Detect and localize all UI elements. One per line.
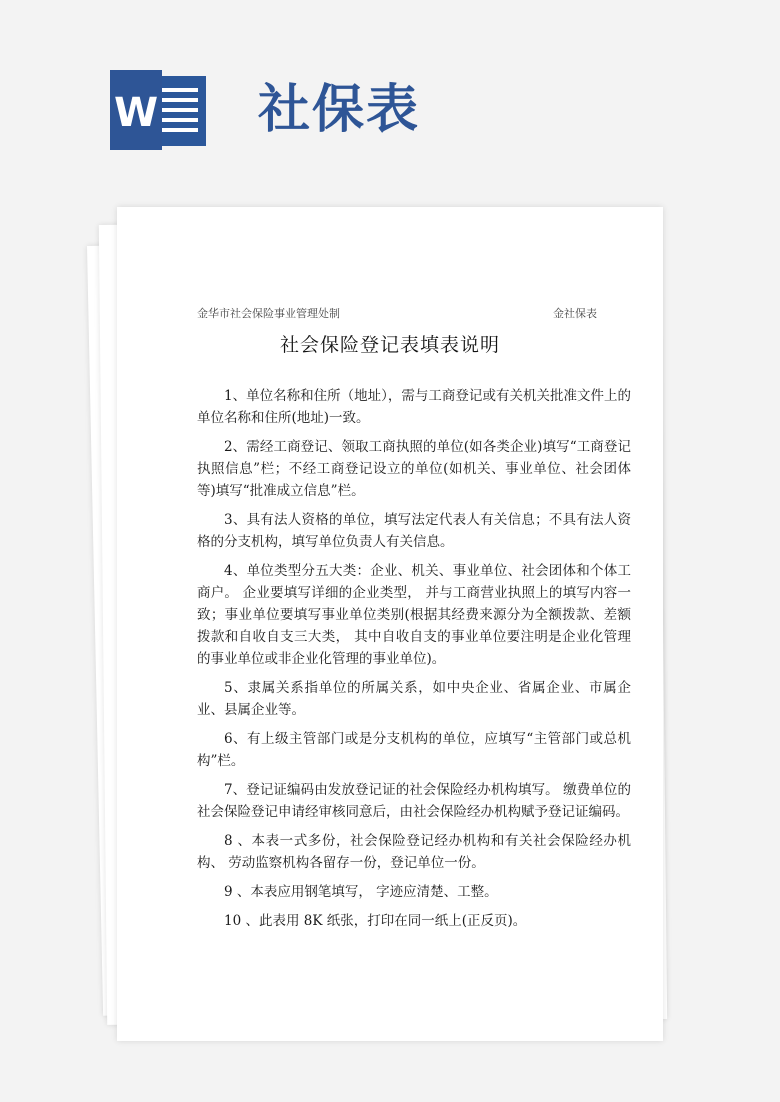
form-code-label: 金社保表 xyxy=(553,307,597,320)
instruction-paragraph: 2、需经工商登记、领取工商执照的单位(如各类企业)填写“工商登记执照信息”栏；不经工商登记设立的单位(如机关、事业单位、社会团体等)填写“批准成立信息”栏。 xyxy=(197,439,631,499)
document-title: 社会保险登记表填表说明 xyxy=(279,334,500,356)
instruction-paragraph: 3、具有法人资格的单位，填写法定代表人有关信息；不具有法人资格的分支机构，填写单位负责人有关信息。 xyxy=(197,512,631,550)
banner xyxy=(0,0,780,200)
logo-letter: W xyxy=(113,90,159,136)
instruction-paragraph: 7、登记证编码由发放登记证的社会保险经办机构填写。 缴费单位的社会保险登记申请经审核同意后，由社会保险经办机构赋予登记证编码。 xyxy=(197,782,631,820)
instruction-paragraph: 9 、本表应用钢笔填写， 字迹应清楚、工整。 xyxy=(224,884,498,900)
word-document-icon xyxy=(110,70,208,150)
issuer-label: 金华市社会保险事业管理处制 xyxy=(197,307,340,320)
document-page xyxy=(117,207,663,1041)
instruction-paragraph: 8 、本表一式多份，社会保险登记经办机构和有关社会保险经办机构、 劳动监察机构各留存一份，登记单位一份。 xyxy=(197,833,631,871)
instruction-paragraph: 4、单位类型分五大类：企业、机关、事业单位、社会团体和个体工商户。 企业要填写详细的企业类型， 并与工商营业执照上的填写内容一致；事业单位要填写事业单位类别(根据其经费来源分为全额拨款、差额拨款和自收自支三大类， 其中自收自支的事业单位要注明是企业化管理的事业单位或非企业化管理的事业单位)。 xyxy=(197,563,631,667)
instruction-paragraph: 6、有上级主管部门或是分支机构的单位，应填写“主管部门或总机构”栏。 xyxy=(197,731,631,769)
page-title: 社保表 xyxy=(258,80,421,140)
instruction-paragraph: 1、单位名称和住所（地址），需与工商登记或有关机关批准文件上的单位名称和住所(地址)一致。 xyxy=(197,388,631,426)
instruction-paragraph: 5、隶属关系指单位的所属关系，如中央企业、省属企业、市属企业、县属企业等。 xyxy=(197,680,631,718)
document-body xyxy=(197,385,631,939)
instruction-paragraph: 10 、此表用 8K 纸张，打印在同一纸上(正反页)。 xyxy=(224,913,527,929)
